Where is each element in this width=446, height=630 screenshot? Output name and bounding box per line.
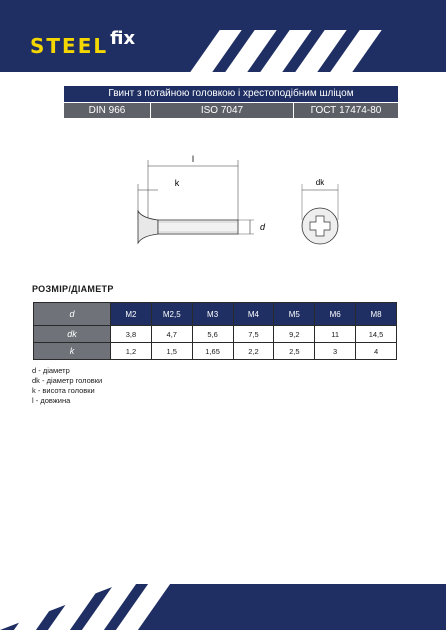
label-dk: dk (315, 178, 325, 187)
table-cell: 1,65 (192, 343, 233, 360)
section-title: РОЗМІР/ДІАМЕТР (32, 284, 114, 294)
table-cell: 7,5 (233, 326, 274, 343)
table-row (34, 343, 397, 360)
table-cell: M3 (192, 303, 233, 326)
table-cell: M8 (356, 303, 397, 326)
table-cell: M6 (315, 303, 356, 326)
legend-item: d - діаметр (32, 366, 70, 375)
legend-item: k - висота головки (32, 386, 95, 395)
table-cell: 2,2 (233, 343, 274, 360)
table-cell: 14,5 (356, 326, 397, 343)
table-cell: 9,2 (274, 326, 315, 343)
label-d: d (260, 222, 266, 232)
legend (32, 366, 102, 406)
brand-logo-fix: fix (110, 28, 136, 49)
table-row (34, 303, 397, 326)
table-cell: 1,2 (111, 343, 152, 360)
brand-logo-steel: STEEL (30, 34, 109, 58)
legend-item: l - довжина (32, 396, 71, 405)
table-cell: 5,6 (192, 326, 233, 343)
table-cell: 11 (315, 326, 356, 343)
standards-row (64, 103, 398, 118)
table-cell: M4 (233, 303, 274, 326)
table-cell: 1,5 (151, 343, 192, 360)
table-cell: 3,8 (111, 326, 152, 343)
table-cell: M2 (111, 303, 152, 326)
product-title: Гвинт з потайною головкою і хрестоподібним шліцом (64, 86, 398, 102)
row-label: k (34, 343, 111, 360)
standard-iso: ISO 7047 (150, 103, 294, 118)
table-cell: 2,5 (274, 343, 315, 360)
standard-gost: ГОСТ 17474-80 (294, 103, 398, 118)
table-cell: 3 (315, 343, 356, 360)
header-banner (0, 0, 446, 72)
row-label: dk (34, 326, 111, 343)
screw-drawing (120, 148, 380, 258)
footer-banner (0, 584, 446, 630)
legend-item: dk - діаметр головки (32, 376, 103, 385)
table-row (34, 326, 397, 343)
label-l: l (192, 154, 194, 164)
table-cell: 4 (356, 343, 397, 360)
table-cell: 4,7 (151, 326, 192, 343)
size-table (33, 302, 397, 360)
brand-logo (30, 26, 135, 56)
row-label: d (34, 303, 111, 326)
standard-din: DIN 966 (64, 103, 150, 118)
label-k: k (174, 178, 180, 188)
table-cell: M2,5 (151, 303, 192, 326)
table-cell: M5 (274, 303, 315, 326)
